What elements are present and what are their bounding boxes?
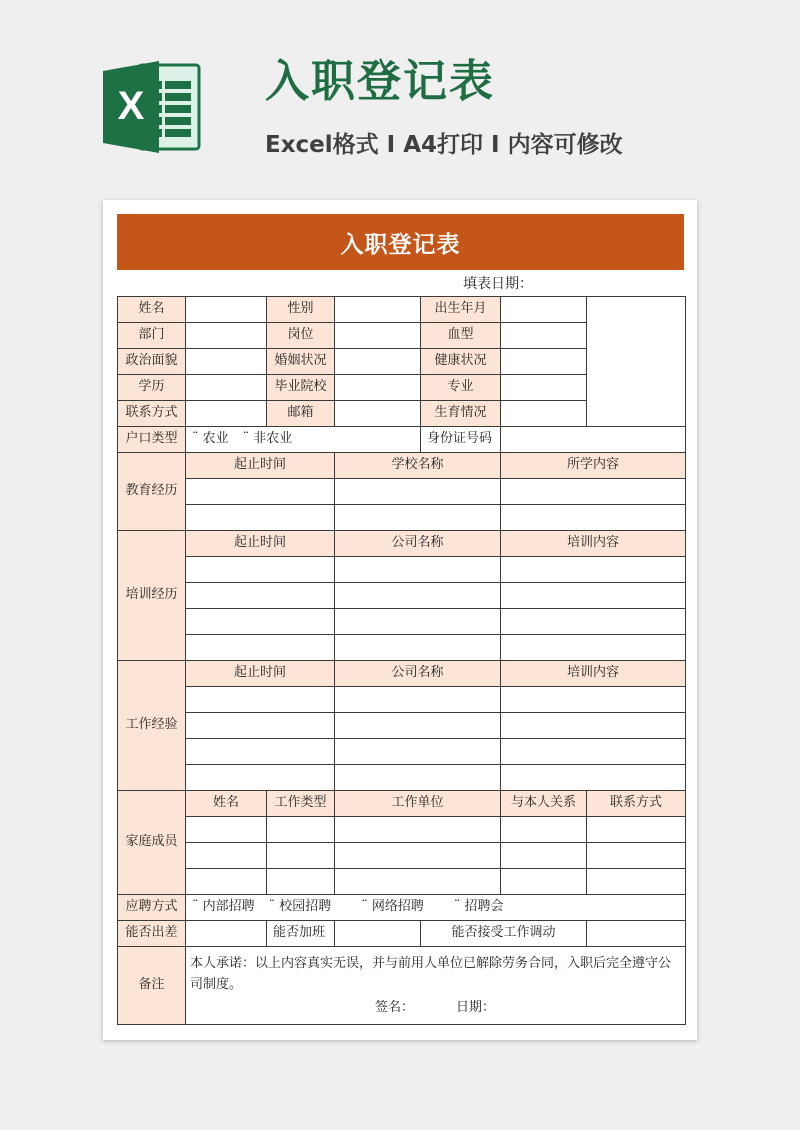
remarks-cell — [186, 947, 686, 1025]
family-cell[interactable] — [587, 869, 686, 895]
excel-logo-icon — [103, 59, 203, 155]
label-travel: 能否出差 — [118, 921, 186, 947]
page-title: 入职登记表 — [265, 56, 495, 107]
work-cell[interactable] — [501, 765, 686, 791]
training-cell[interactable] — [186, 557, 335, 583]
family-cell[interactable] — [587, 817, 686, 843]
training-col-period: 起止时间 — [186, 531, 335, 557]
family-col-name: 姓名 — [186, 791, 267, 817]
field-overtime[interactable] — [335, 921, 421, 947]
label-recruit: 应聘方式 — [118, 895, 186, 921]
label-political: 政治面貌 — [118, 349, 186, 375]
work-cell[interactable] — [186, 687, 335, 713]
field-gender[interactable] — [335, 297, 421, 323]
label-id-number: 身份证号码 — [421, 427, 501, 453]
work-col-company: 公司名称 — [335, 661, 501, 687]
work-col-period: 起止时间 — [186, 661, 335, 687]
work-cell[interactable] — [501, 713, 686, 739]
label-hukou: 户口类型 — [118, 427, 186, 453]
hukou-option-agri[interactable]: ¨ 农业 — [192, 431, 229, 447]
field-birth[interactable] — [501, 297, 587, 323]
training-cell[interactable] — [335, 583, 501, 609]
training-cell[interactable] — [501, 583, 686, 609]
recruit-option-campus[interactable]: ¨ 校园招聘 — [268, 899, 332, 915]
work-cell[interactable] — [335, 687, 501, 713]
label-name: 姓名 — [118, 297, 186, 323]
recruit-option-online[interactable]: ¨ 网络招聘 — [361, 899, 424, 915]
training-col-content: 培训内容 — [501, 531, 686, 557]
label-training: 培训经历 — [118, 531, 186, 661]
recruit-option-jobfair[interactable]: ¨ 招聘会 — [453, 899, 504, 915]
work-cell[interactable] — [501, 739, 686, 765]
field-contact[interactable] — [186, 401, 267, 427]
work-cell[interactable] — [335, 765, 501, 791]
field-position[interactable] — [335, 323, 421, 349]
family-cell[interactable] — [501, 869, 587, 895]
field-education[interactable] — [186, 375, 267, 401]
label-family: 家庭成员 — [118, 791, 186, 895]
family-col-jobtype: 工作类型 — [267, 791, 335, 817]
edu-cell[interactable] — [186, 479, 335, 505]
training-cell[interactable] — [186, 635, 335, 661]
recruit-options — [186, 895, 686, 921]
label-health: 健康状况 — [421, 349, 501, 375]
training-cell[interactable] — [501, 635, 686, 661]
family-cell[interactable] — [335, 817, 501, 843]
field-marital[interactable] — [335, 349, 421, 375]
field-political[interactable] — [186, 349, 267, 375]
logo-letter: X — [117, 84, 145, 128]
label-contact: 联系方式 — [118, 401, 186, 427]
label-gender: 性别 — [267, 297, 335, 323]
label-overtime: 能否加班 — [267, 921, 335, 947]
edu-col-school: 学校名称 — [335, 453, 501, 479]
label-fertility: 生育情况 — [421, 401, 501, 427]
signature-label: 签名： — [375, 1000, 415, 1015]
work-cell[interactable] — [501, 687, 686, 713]
label-birth: 出生年月 — [421, 297, 501, 323]
family-cell[interactable] — [335, 843, 501, 869]
label-education: 学历 — [118, 375, 186, 401]
training-cell[interactable] — [335, 635, 501, 661]
form-sheet — [103, 200, 697, 1040]
hukou-options — [186, 427, 421, 453]
fill-date-label: 填表日期： — [463, 276, 533, 292]
family-col-contact: 联系方式 — [587, 791, 686, 817]
training-cell[interactable] — [335, 609, 501, 635]
edu-cell[interactable] — [335, 479, 501, 505]
label-position: 岗位 — [267, 323, 335, 349]
field-name[interactable] — [186, 297, 267, 323]
recruit-option-internal[interactable]: ¨ 内部招聘 — [192, 899, 255, 915]
hukou-option-nonagri[interactable]: ¨ 非农业 — [242, 431, 293, 447]
label-marital: 婚姻状况 — [267, 349, 335, 375]
label-school: 毕业院校 — [267, 375, 335, 401]
work-cell[interactable] — [335, 713, 501, 739]
family-cell[interactable] — [186, 817, 267, 843]
form-banner-title: 入职登记表 — [117, 214, 684, 270]
field-major[interactable] — [501, 375, 587, 401]
family-col-relation: 与本人关系 — [501, 791, 587, 817]
label-edu: 教育经历 — [118, 453, 186, 531]
label-major: 专业 — [421, 375, 501, 401]
family-cell[interactable] — [267, 869, 335, 895]
page-subtitle: Excel格式 I A4打印 I 内容可修改 — [265, 132, 623, 158]
training-cell[interactable] — [186, 609, 335, 635]
label-transfer: 能否接受工作调动 — [421, 921, 587, 947]
family-cell[interactable] — [501, 817, 587, 843]
edu-cell[interactable] — [501, 479, 686, 505]
label-email: 邮箱 — [267, 401, 335, 427]
training-cell[interactable] — [186, 583, 335, 609]
field-health[interactable] — [501, 349, 587, 375]
field-school[interactable] — [335, 375, 421, 401]
training-cell[interactable] — [501, 609, 686, 635]
edu-col-period: 起止时间 — [186, 453, 335, 479]
edu-col-content: 所学内容 — [501, 453, 686, 479]
family-col-employer: 工作单位 — [335, 791, 501, 817]
work-cell[interactable] — [186, 739, 335, 765]
work-cell[interactable] — [186, 765, 335, 791]
label-work: 工作经验 — [118, 661, 186, 791]
registration-table — [117, 296, 686, 1025]
field-email[interactable] — [335, 401, 421, 427]
edu-cell[interactable] — [186, 505, 335, 531]
training-cell[interactable] — [501, 557, 686, 583]
photo-area[interactable] — [587, 297, 686, 427]
field-blood[interactable] — [501, 323, 587, 349]
date-label: 日期： — [456, 1000, 496, 1015]
family-cell[interactable] — [267, 817, 335, 843]
field-transfer[interactable] — [587, 921, 686, 947]
pledge-text: 本人承诺：以上内容真实无误，并与前用人单位已解除劳务合同，入职后完全遵守公司制度。 — [190, 956, 672, 992]
family-cell[interactable] — [335, 869, 501, 895]
family-cell[interactable] — [186, 843, 267, 869]
family-cell[interactable] — [587, 843, 686, 869]
family-cell[interactable] — [186, 869, 267, 895]
label-blood: 血型 — [421, 323, 501, 349]
work-cell[interactable] — [335, 739, 501, 765]
field-fertility[interactable] — [501, 401, 587, 427]
field-travel[interactable] — [186, 921, 267, 947]
family-cell[interactable] — [267, 843, 335, 869]
edu-cell[interactable] — [501, 505, 686, 531]
training-cell[interactable] — [335, 557, 501, 583]
edu-cell[interactable] — [335, 505, 501, 531]
label-department: 部门 — [118, 323, 186, 349]
work-cell[interactable] — [186, 713, 335, 739]
work-col-content: 培训内容 — [501, 661, 686, 687]
training-col-company: 公司名称 — [335, 531, 501, 557]
label-remarks: 备注 — [118, 947, 186, 1025]
field-department[interactable] — [186, 323, 267, 349]
family-cell[interactable] — [501, 843, 587, 869]
field-id-number[interactable] — [501, 427, 686, 453]
